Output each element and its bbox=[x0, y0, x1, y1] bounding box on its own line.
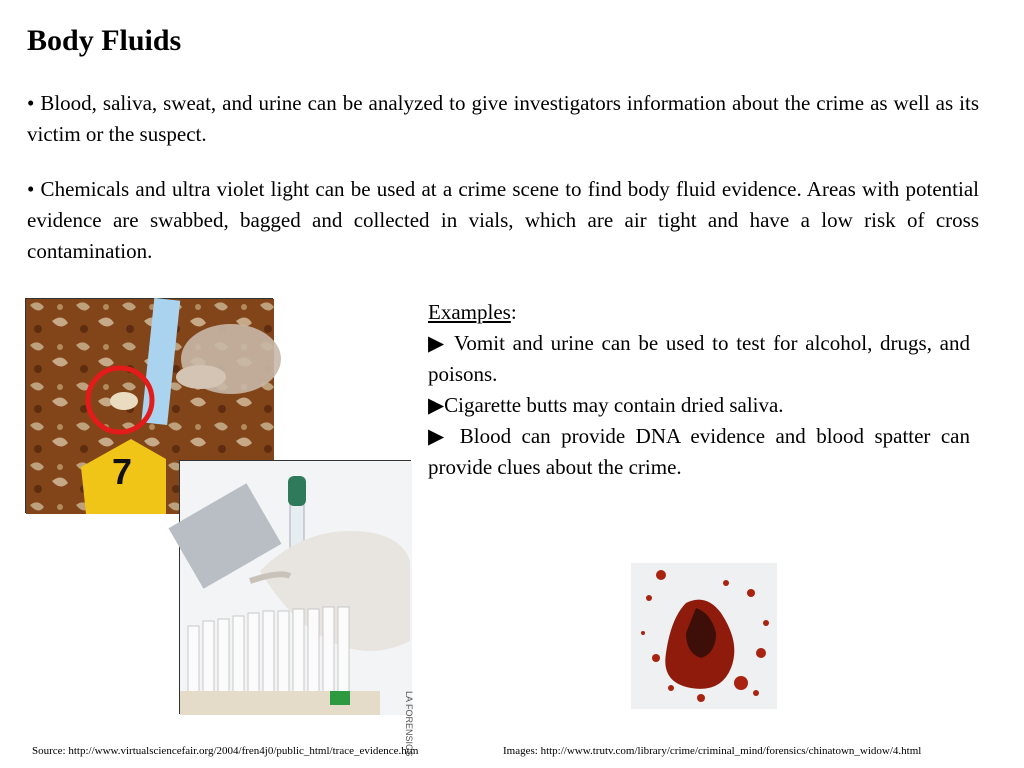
example-item-vomit-urine: ▶ Vomit and urine can be used to test for alcohol, drugs, and poisons. bbox=[428, 331, 970, 386]
example-item-blood: ▶ Blood can provide DNA evidence and blood spatter can provide clues about the crime. bbox=[428, 424, 970, 479]
lab-watermark: LA FORENSICS bbox=[404, 691, 414, 757]
footer-images: Images: http://www.trutv.com/library/crime/criminal_mind/forensics/chinatown_widow/4.html bbox=[503, 745, 922, 757]
marker-number: 7 bbox=[112, 451, 133, 492]
example-item-cigarette: ▶Cigarette butts may contain dried saliva. bbox=[428, 393, 784, 417]
blood-spatter-photo bbox=[631, 563, 777, 709]
examples-block bbox=[428, 297, 970, 483]
paragraph-fluids: • Blood, saliva, sweat, and urine can be analyzed to give investigators information about the crime as well as its victim or the suspect. bbox=[27, 91, 979, 146]
examples-heading: Examples: bbox=[428, 300, 517, 324]
paragraph-chemicals: • Chemicals and ultra violet light can be used at a crime scene to find body fluid evidence. Areas with potential evidence are swabbed, bagged and collected in vials, which are air tight and have a low risk of cross contamination. bbox=[27, 177, 979, 263]
footer-source: Source: http://www.virtualsciencefair.org/2004/fren4j0/public_html/trace_evidence.htm bbox=[32, 745, 419, 757]
slide-title: Body Fluids bbox=[27, 24, 182, 57]
